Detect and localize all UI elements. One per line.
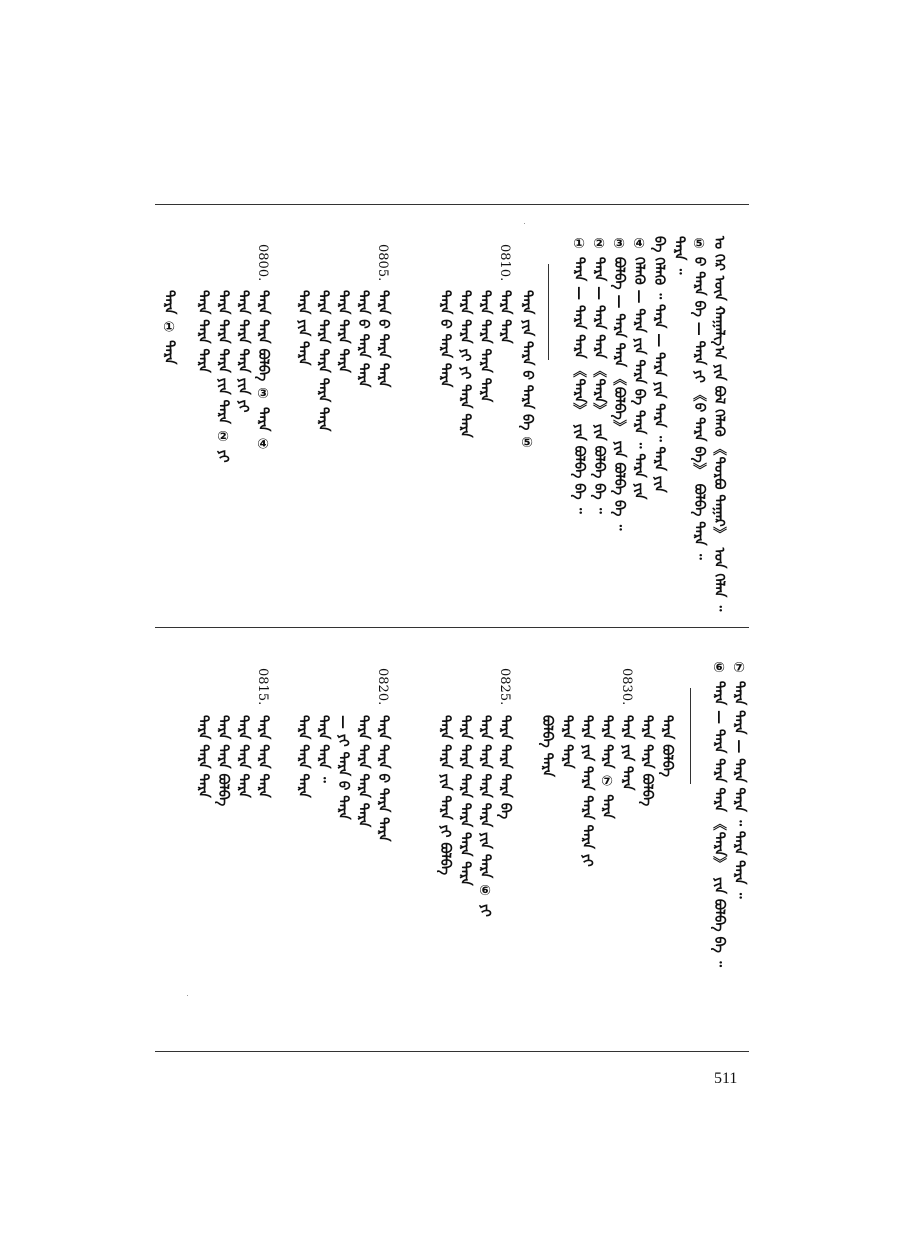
verse-line: ᠲᠡᠷᠡ ① ᠲᠡᠷᠡ	[161, 290, 177, 365]
line-number: 0815.	[255, 668, 270, 706]
verse-line: ᠲᠡᠷᠡ ᠲᠡᠷᠡ ᠲᠡᠷᠡ ᠶᠢᠨ ᠲᠡᠷᠡ ② ᠶᠢ	[215, 290, 231, 463]
verse-line: ᠲᠡᠷᠡ ᠲᠡᠷᠡ ᠶᠢ ᠶᠢ ᠲᠡᠷᠡ ᠲᠡᠷᠡ	[457, 290, 473, 438]
verse-line: ᠲᠡᠷᠡ ᠲᠡᠷᠡ ᠲᠡᠷᠡ ᠶᠢᠨ ᠶᠢ	[235, 290, 251, 413]
verse-line: ᠲᠡᠷᠡ ᠪ ᠲᠡᠷᠡ ᠲᠡᠷᠡ	[355, 290, 371, 388]
page-number: 511	[714, 1070, 738, 1087]
verse-line: ᠲᠡᠷᠡ ᠲᠡᠷᠡ ᠪᠣᠯᠪᠠ ③ ᠲᠡᠷᠡ ④	[255, 290, 271, 453]
note-line: ⑥ ᠲᠡᠷᠡ — ᠲᠡᠷᠡ ᠲᠡᠷᠡ ᠲᠡᠷᠡ 《ᠲᠡᠷᠡ》 ᠶᠢᠨ ᠪᠣᠯᠪᠠ ᠪᠠ ᠃	[711, 660, 727, 967]
middle-rule	[155, 627, 749, 628]
line-number: 0800.	[255, 244, 270, 282]
verse-line: ᠲᠡᠷᠡ ᠲᠡᠷᠡ ᠶᠢᠨ ᠲᠡᠷᠡ ᠶᠢ ᠪᠣᠯᠪᠠ	[437, 715, 453, 876]
verse-line: ᠲᠡᠷᠡ ᠪ ᠲᠡᠷᠡ ᠲᠡᠷᠡ	[437, 290, 453, 388]
line-number: 0805.	[375, 244, 390, 282]
verse-line: ᠲᠡᠷᠡ ᠪᠣᠯᠪᠠ	[659, 715, 675, 778]
verse-line: ᠲᠡᠷᠡ ᠲᠡᠷᠡ ᠪᠣᠯᠪᠠ	[215, 715, 231, 807]
verse-line: ᠲᠡᠷᠡ ᠲᠡᠷᠡ ᠲᠡᠷᠡ	[235, 715, 251, 798]
note-line: ③ ᠪᠣᠯᠪᠠ — ᠲᠡᠷᠡ ᠲᠡᠷᠡ 《ᠪᠣᠯᠪᠠ》 ᠶᠢᠨ ᠪᠣᠯᠪᠠ ᠪᠠ ᠃	[611, 236, 627, 531]
verse-line: ᠲᠡᠷᠡ ᠶᠢᠨ ᠲᠡᠷᠡ	[619, 715, 635, 791]
verse-line: ᠲᠡᠷᠡ ᠲᠡᠷᠡ ᠲᠡᠷᠡ ᠲᠡᠷᠡ	[477, 290, 493, 403]
note-line: ⑦ ᠲᠡᠷᠡ ᠲᠡᠷᠡ — ᠲᠡᠷᠡ ᠲᠡᠷᠡ ᠃ ᠲᠡᠷᠡ ᠲᠡᠷᠡ ᠃	[731, 660, 747, 899]
note-line: ② ᠲᠡᠷᠡ — ᠲᠡᠷᠡ ᠲᠡᠷᠡ 《ᠲᠡᠷᠡ》 ᠶᠢᠨ ᠪᠣᠯᠪᠠ ᠪᠠ ᠃	[591, 236, 607, 514]
verse-line: ᠲᠡᠷᠡ ᠶᠢᠨ ᠲᠡᠷᠡ	[295, 290, 311, 366]
verse-line: ᠲᠡᠷᠡ ᠶᠢᠨ ᠲᠡᠷᠡ ᠲᠡᠷᠡ ᠲᠡᠷᠡ ᠶᠢ	[579, 715, 595, 867]
verse-line: ᠲᠡᠷᠡ ᠲᠡᠷᠡ ᠲᠡᠷᠡ	[295, 715, 311, 798]
verse-line: ᠲᠡᠷᠡ ᠲᠡᠷᠡ ᠲᠡᠷᠡ ᠲᠡᠷᠡ ᠶᠢᠨ ᠲᠡᠷᠡ ⑥ ᠶᠢ	[477, 715, 493, 917]
note-line: ① ᠲᠡᠷᠡ — ᠲᠡᠷᠡ ᠲᠡᠷᠡ 《ᠲᠡᠷᠡ》 ᠶᠢᠨ ᠪᠣᠯᠪᠠ ᠪᠠ ᠃	[571, 236, 587, 514]
verse-line: — ᠶᠢ ᠲᠡᠷᠡ ᠪ ᠲᠡᠷᠡ	[335, 715, 351, 820]
verse-line: ᠲᠡᠷᠡ ᠲᠡᠷᠡ	[559, 715, 575, 769]
verse-line: ᠲᠡᠷᠡ ᠲᠡᠷᠡ ᠲᠡᠷᠡ ᠲᠡᠷᠡ ᠲᠡᠷᠡ ᠲᠡᠷᠡ	[457, 715, 473, 886]
verse-line: ᠪᠣᠯᠪᠠ ᠲᠡᠷᠡ	[539, 715, 555, 778]
bottom-notes-separator	[690, 688, 691, 784]
line-number: 0820.	[375, 668, 390, 706]
top-rule	[155, 204, 749, 205]
scan-speck	[187, 995, 188, 996]
verse-line: ᠲᠡᠷᠡ ᠲᠡᠷᠡ	[497, 290, 513, 344]
verse-line: ᠲᠡᠷᠡ ᠲᠡᠷᠡ ᠲᠡᠷᠡ	[195, 290, 211, 373]
verse-line: ᠲᠡᠷᠡ ᠲᠡᠷᠡ ᠲᠡᠷᠡ ᠲᠡᠷᠡ ᠲᠡᠷᠡ	[315, 290, 331, 432]
line-number: 0810.	[497, 244, 512, 282]
verse-line: ᠲᠡᠷᠡ ᠲᠡᠷᠡ ᠲᠡᠷᠡ ᠪᠠ	[497, 715, 513, 820]
verse-line: ᠲᠡᠷᠡ ᠶᠢᠨ ᠲᠡᠷᠡ ᠪ ᠲᠡᠷᠡ ᠪᠠ ⑤	[519, 290, 535, 452]
verse-line: ᠲᠡᠷᠡ ᠲᠡᠷᠡ ᠃	[315, 715, 331, 783]
line-number: 0830.	[619, 668, 634, 706]
note-line: ᠲᠡᠷᠡ ᠃	[671, 236, 687, 275]
note-line: ④ ᠬᠡᠯᠡᠬᠦ — ᠲᠡᠷᠡ ᠶᠢᠨ ᠲᠡᠷᠡ ᠪᠠ ᠲᠡᠷᠡ ᠃ ᠲᠡᠷᠡ ᠶᠢᠨ	[631, 236, 647, 500]
bottom-rule	[155, 1051, 749, 1052]
note-line: ⑤ ᠪ ᠲᠡᠷᠡ ᠪᠠ — ᠲᠡᠷᠡ ᠶᠢ 《ᠪ ᠲᠡᠷᠡ ᠪᠠ》 ᠪᠣᠯᠪᠠ ᠲᠡᠷᠡ ᠃	[691, 236, 707, 560]
scan-speck	[524, 223, 525, 224]
note-line: ᠣ ᠭᠡᠷ ᠦᠨ ᠬᠠᠭᠠᠯᠭ᠎ᠠ ᠶᠢᠨ ᠪᠣᠯ ᠬᠡᠯᠡᠬᠦ 《ᠳᠣᠷᠪᠣ ᠳᠠᠭᠠᠷ》 ᠤᠨ ᠬᠡᠯᠡᠨ ᠃	[711, 236, 727, 612]
verse-line: ᠲᠡᠷᠡ ᠲᠡᠷᠡ ᠲᠡᠷᠡ	[255, 715, 271, 798]
top-notes-separator	[548, 264, 549, 360]
verse-line: ᠲᠡᠷᠡ ᠲᠡᠷᠡ ⑦ ᠲᠡᠷᠡ	[599, 715, 615, 819]
verse-line: ᠲᠡᠷᠡ ᠲᠡᠷᠡ ᠪᠣᠯᠪᠠ	[639, 715, 655, 807]
line-number: 0825.	[497, 668, 512, 706]
verse-line: ᠲᠡᠷᠡ ᠲᠡᠷᠡ ᠲᠡᠷᠡ ᠲᠡᠷᠡ	[355, 715, 371, 828]
verse-line: ᠲᠡᠷᠡ ᠪ ᠲᠡᠷᠡ ᠲᠡᠷᠡ	[375, 290, 391, 388]
verse-line: ᠲᠡᠷᠡ ᠲᠡᠷᠡ ᠲᠡᠷᠡ	[195, 715, 211, 798]
verse-line: ᠲᠡᠷᠡ ᠲᠡᠷᠡ ᠲᠡᠷᠡ	[335, 290, 351, 373]
verse-line: ᠲᠡᠷᠡ ᠲᠡᠷᠡ ᠪ ᠲᠡᠷᠡ ᠲᠡᠷᠡ	[375, 715, 391, 842]
note-line: ᠪᠠ ᠬᠡᠯᠡᠬᠦ ᠃ ᠲᠡᠷᠡ — ᠲᠡᠷᠡ ᠶᠢᠨ ᠲᠡᠷᠡ ᠃ ᠲᠡᠷᠡ ᠶᠢᠨ	[651, 236, 667, 493]
